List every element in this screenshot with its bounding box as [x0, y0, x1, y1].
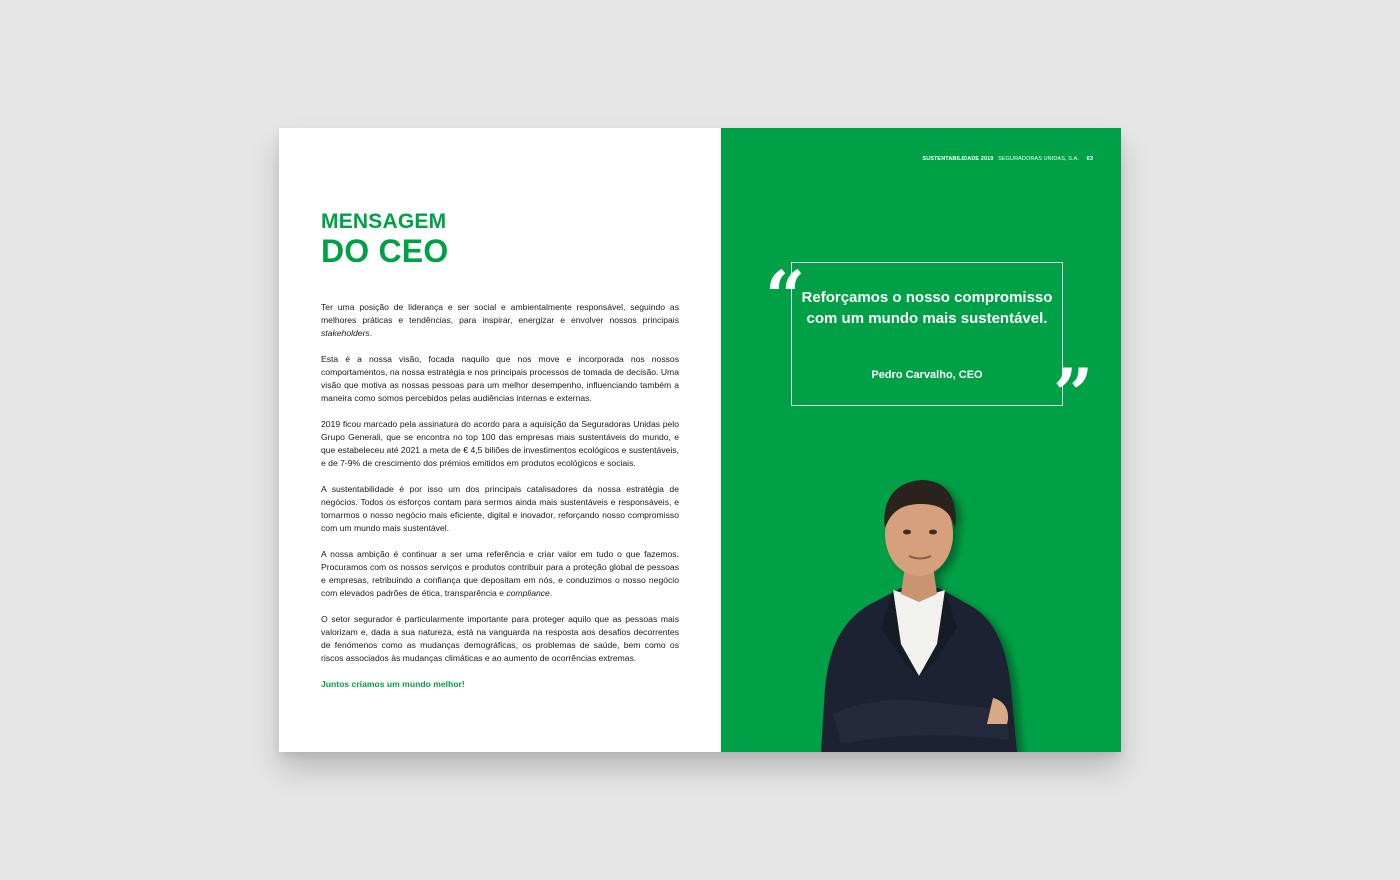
- paragraph-5: A nossa ambição é continuar a ser uma referência e criar valor em tudo o que fazemos. Procuramos com os nossos serviços e produtos contribuir para a proteção global de pessoas e empresas, retribuindo a confiança que depositam em nós, e conduzimos o nosso negócio com elevados padrões de ética, transparência e compliance.: [321, 549, 679, 598]
- running-header: [919, 156, 1093, 162]
- closing-line: Juntos criamos um mundo melhor!: [321, 679, 465, 689]
- page-title: [321, 210, 448, 268]
- title-line-2: DO CEO: [321, 233, 449, 269]
- paragraph-2: Esta é a nossa visão, focada naquilo que nos move e incorporada nos nossos comportamentos, na nossa estratégia e nos principais processos de tomada de decisão. Uma visão que motiva as nossas pessoas para um melhor desempenho, influenciando também a maneira como somos percebidos pelas audiências internas e externas.: [321, 354, 679, 403]
- quote-author: Pedro Carvalho, CEO: [871, 369, 983, 381]
- report-spread: [279, 128, 1121, 752]
- pull-quote-text: Reforçamos o nosso compromisso com um mundo mais sustentável.: [801, 289, 1053, 327]
- close-quote-icon: ”: [1053, 353, 1094, 436]
- paragraph-4: A sustentabilidade é por isso um dos principais catalisadores da nossa estratégia de negócios. Todos os esforços contam para sermos ainda mais sustentáveis e responsáveis, e tornarmos o nosso negócio mais eficiente, digital e inovador, reforçando nosso compromisso com um mundo mais sustentável.: [321, 484, 679, 533]
- header-company: SEGURADORAS UNIDAS, S.A.: [998, 156, 1080, 162]
- open-quote-icon: “: [765, 255, 806, 338]
- paragraph-6: O setor segurador é particularmente importante para proteger aquilo que as pessoas mais valorizam e, dada a sua natureza, está na vanguarda na resposta aos desafios decorrentes de fenómenos como as mudanças demográficas, os problemas de saúde, bem como os riscos associados às mudanças climáticas e ao aumento de ocorrências extremas.: [321, 614, 679, 663]
- ceo-message-body: [321, 301, 679, 691]
- paragraph-3: 2019 ficou marcado pela assinatura do acordo para a aquisição da Seguradoras Unidas pelo Grupo Generali, que se encontra no top 100 das empresas mais sustentáveis do mundo, e que estabeleceu até 2021 a meta de € 4,5 biliões de investimentos ecológicos e sustentáveis, e de 7-9% de crescimento dos prémios emitidos em produtos ecológicos e sociais.: [321, 419, 679, 468]
- left-page: [279, 128, 721, 752]
- header-report-name: SUSTENTABILIDADE 2019: [922, 156, 994, 162]
- paragraph-1: Ter uma posição de liderança e ser social e ambientalmente responsável, seguindo as melhores práticas e tendências, para inspirar, energizar e envolver nossos principais stakeholders.: [321, 302, 679, 338]
- pull-quote-box: [791, 262, 1063, 406]
- ceo-portrait: [781, 448, 1051, 752]
- right-page: [721, 128, 1121, 752]
- page-number: 03: [1086, 156, 1093, 162]
- title-line-1: MENSAGEM: [321, 210, 447, 233]
